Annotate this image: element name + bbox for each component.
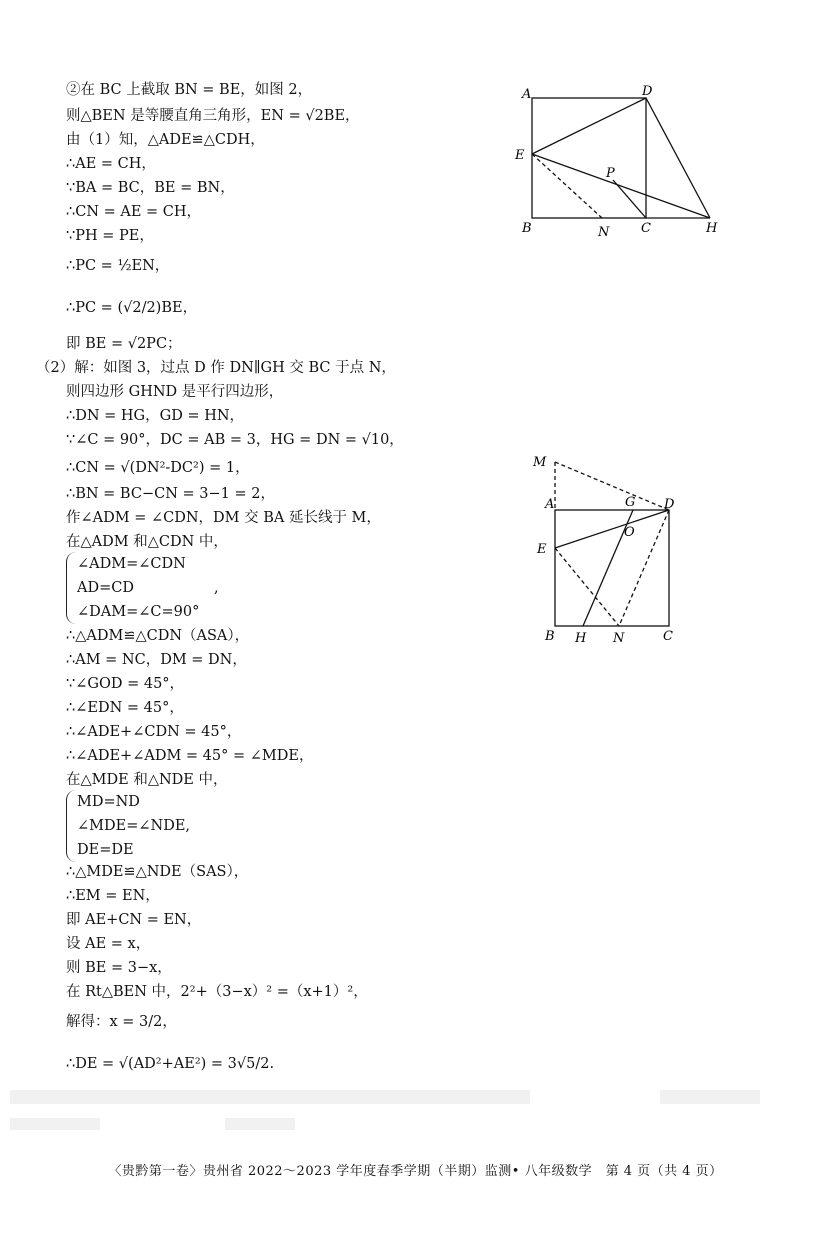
segment-en-dashed xyxy=(532,154,602,218)
text-line: ∴BN = BC−CN = 3−1 = 2， xyxy=(66,486,275,502)
text-line: ∵PH = PE， xyxy=(66,228,154,244)
square-abcd xyxy=(532,98,646,218)
text-line: ∴AM = NC，DM = DN， xyxy=(66,652,247,668)
label-n: N xyxy=(598,225,610,240)
text-line: 设 AE = x， xyxy=(66,936,151,952)
text-line: ∵∠C = 90°，DC = AB = 3，HG = DN = √10， xyxy=(66,432,404,448)
equation-row: ∠DAM=∠C=90° xyxy=(77,604,200,620)
label-a: A xyxy=(545,497,555,512)
label-h: H xyxy=(575,631,587,646)
label-e: E xyxy=(515,148,525,163)
text-line: 则 BE = 3−x， xyxy=(66,960,172,976)
label-d: D xyxy=(664,497,675,512)
segment-md-dashed xyxy=(555,462,669,510)
text-line: ∴∠EDN = 45°， xyxy=(66,700,184,716)
text-line: ∴△MDE≌△NDE（SAS）， xyxy=(66,864,249,880)
text-line: ∵BA = BC，BE = BN， xyxy=(66,180,235,196)
square-abcd xyxy=(555,510,669,626)
text-line: ∵∠GOD = 45°， xyxy=(66,676,185,692)
text-line: 解得：x = 3/2， xyxy=(66,1014,177,1030)
equation-system-1-tail: , xyxy=(214,580,219,596)
label-d: D xyxy=(642,84,653,99)
equation-row: DE=DE xyxy=(77,842,134,858)
text-line: ∴AE = CH， xyxy=(66,156,156,172)
text-line: 由（1）知，△ADE≌△CDH， xyxy=(66,132,265,148)
text-line: 则四边形 GHND 是平行四边形， xyxy=(66,384,284,400)
segment-ed xyxy=(532,98,646,154)
geometry-figure-3 xyxy=(525,448,695,648)
text-line: 作∠ADM = ∠CDN，DM 交 BA 延长线于 M， xyxy=(66,510,381,526)
text-line: ∴∠ADE+∠ADM = 45° = ∠MDE， xyxy=(66,748,314,764)
page-footer: 〈贵黔第一卷〉贵州省 2022～2023 学年度春季学期（半期）监测• 八年级数学 第 4 页（共 4 页） xyxy=(108,1164,723,1179)
geometry-figure-2 xyxy=(510,80,730,240)
label-c: C xyxy=(641,221,651,236)
text-line: ∴EM = EN， xyxy=(66,888,160,904)
segment-en-dashed xyxy=(555,548,619,626)
text-line: ②在 BC 上截取 BN = BE，如图 2， xyxy=(66,82,313,98)
equation-system-1 xyxy=(66,552,199,624)
text-line: ∴DE = √(AD²+AE²) = 3√5/2. xyxy=(66,1056,275,1072)
label-b: B xyxy=(522,221,532,236)
label-n: N xyxy=(613,631,625,646)
scan-artifact xyxy=(660,1090,760,1104)
label-m: M xyxy=(533,455,547,470)
text-line: 即 AE+CN = EN， xyxy=(66,912,202,928)
text-line: ∴CN = AE = CH， xyxy=(66,204,202,220)
scan-artifact xyxy=(225,1118,295,1130)
text-line: （2）解：如图 3，过点 D 作 DN∥GH 交 BC 于点 N， xyxy=(36,360,396,376)
text-line: 即 BE = √2PC； xyxy=(66,336,182,352)
label-p: P xyxy=(606,166,615,181)
text-line: ∴∠ADE+∠CDN = 45°， xyxy=(66,724,242,740)
text-line: ∴CN = √(DN²-DC²) = 1， xyxy=(66,460,250,476)
label-c: C xyxy=(663,629,673,644)
text-line: 在△MDE 和△NDE 中， xyxy=(66,772,228,788)
segment-dh xyxy=(646,98,710,218)
equation-row: ∠MDE=∠NDE, xyxy=(77,818,191,834)
segment-ed xyxy=(555,510,669,548)
scan-artifact xyxy=(10,1118,100,1130)
segment-eh xyxy=(532,154,710,218)
label-b: B xyxy=(545,629,555,644)
text-line: ∴DN = HG，GD = HN， xyxy=(66,408,245,424)
equation-row: MD=ND xyxy=(77,794,140,810)
text-line: 则△BEN 是等腰直角三角形，EN = √2BE， xyxy=(66,108,360,124)
text-line: ∴PC = (√2/2)BE， xyxy=(66,300,198,316)
label-h: H xyxy=(706,221,718,236)
label-g: G xyxy=(625,495,636,510)
label-a: A xyxy=(522,87,532,102)
label-e: E xyxy=(537,542,547,557)
equation-row: AD=CD xyxy=(77,580,134,596)
text-line: ∴△ADM≌△CDN（ASA）， xyxy=(66,628,250,644)
text-line: ∴PC = ½EN， xyxy=(66,258,170,274)
label-o: O xyxy=(624,525,635,540)
segment-pc xyxy=(613,180,646,218)
text-line: 在△ADM 和△CDN 中， xyxy=(66,534,228,550)
scan-artifact xyxy=(10,1090,530,1104)
equation-system-2 xyxy=(66,790,190,862)
text-line: 在 Rt△BEN 中，2²+（3−x）² =（x+1）²， xyxy=(66,984,368,1000)
equation-row: ∠ADM=∠CDN xyxy=(77,556,186,572)
